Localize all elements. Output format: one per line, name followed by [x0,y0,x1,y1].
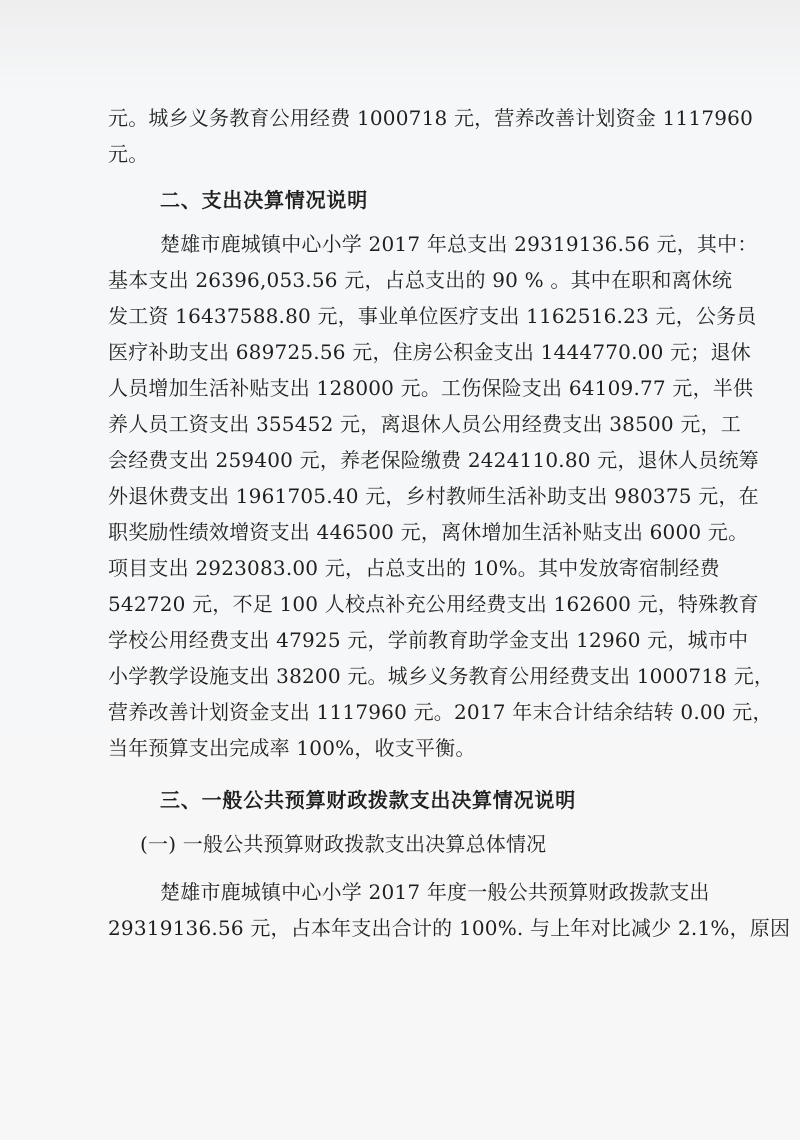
text-line-12: 职奖励性绩效增资支出 446500 元，离休增加生活补贴支出 6000 元。 [108,520,749,544]
text-line-16: 小学教学设施支出 38200 元。城乡义务教育公用经费支出 1000718 元， [108,664,775,688]
text-line-10: 会经费支出 259400 元，养老保险缴费 2424110.80 元，退休人员统筹 [108,448,759,472]
text-line-5: 基本支出 26396,053.56 元，占总支出的 90 % 。其中在职和离休统 [108,268,733,292]
subsection-heading-overall: (一) 一般公共预算财政拨款支出决算总体情况 [140,832,547,856]
text-line-14: 542720 元，不足 100 人校点补充公用经费支出 162600 元，特殊教育 [108,592,759,616]
text-line-13: 项目支出 2923083.00 元，占总支出的 10%。其中发放寄宿制经费 [108,556,720,580]
section-heading-general-public-budget: 三、一般公共预算财政拨款支出决算情况说明 [160,788,576,812]
text-line-11: 外退休费支出 1961705.40 元，乡村教师生活补助支出 980375 元，在 [108,484,759,508]
text-line-15: 学校公用经费支出 47925 元，学前教育助学金支出 12960 元，城市中 [108,628,749,652]
section-heading-expenditure: 二、支出决算情况说明 [160,188,368,212]
text-line-18: 当年预算支出完成率 100%，收支平衡。 [108,736,476,760]
text-line-8: 人员增加生活补贴支出 128000 元。工伤保险支出 64109.77 元，半供 [108,376,754,400]
text-line-9: 养人员工资支出 355452 元，离退休人员公用经费支出 38500 元，工 [108,412,741,436]
text-line-21: 楚雄市鹿城镇中心小学 2017 年度一般公共预算财政拨款支出 [160,880,710,904]
text-line-4: 楚雄市鹿城镇中心小学 2017 年总支出 29319136.56 元，其中： [160,232,758,256]
text-line-7: 医疗补助支出 689725.56 元，住房公积金支出 1444770.00 元；退休 [108,340,751,364]
text-line-2: 元。 [108,142,149,166]
text-line-1: 元。城乡义务教育公用经费 1000718 元，营养改善计划资金 1117960 [108,106,754,130]
text-line-6: 发工资 16437588.80 元，事业单位医疗支出 1162516.23 元，公务员 [108,304,757,328]
text-line-17: 营养改善计划资金支出 1117960 元。2017 年末合计结余结转 0.00 元， [108,700,773,724]
text-line-22: 29319136.56 元，占本年支出合计的 100%. 与上年对比减少 2.1%，原因 [108,916,791,940]
